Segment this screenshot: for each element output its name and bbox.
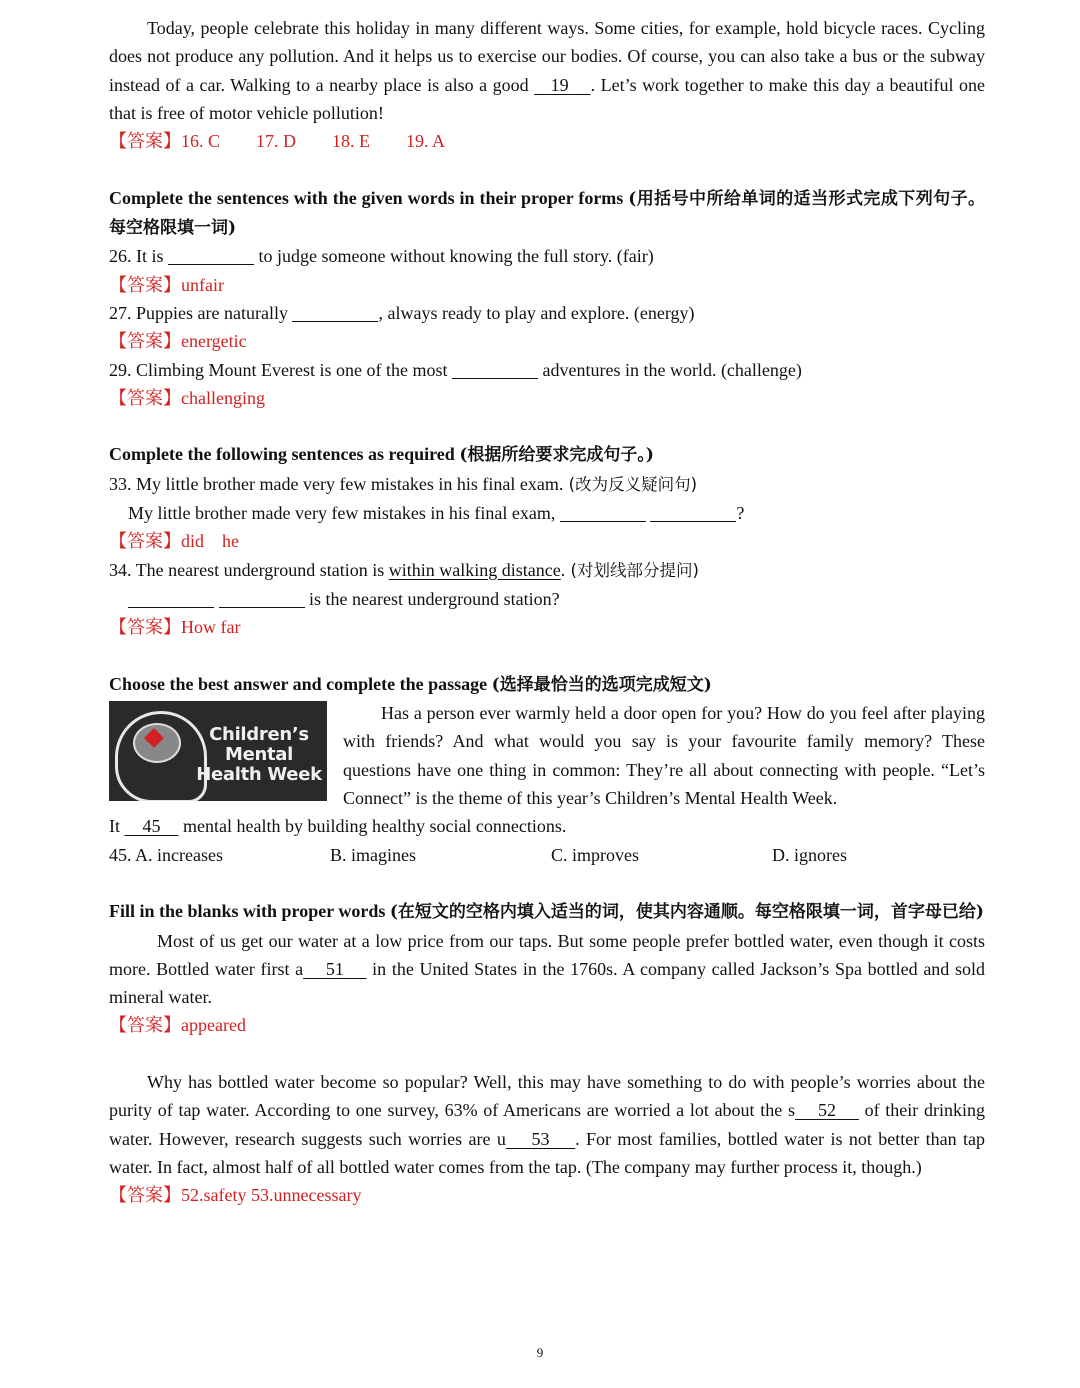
underlined-phrase: within walking distance <box>388 559 561 580</box>
choose-passage: Has a person ever warmly held a door open for you? How do you feel after playing with friends? And what would you say is your favourite family memory? These questions have one thing in common: They’re all about connecting with people. “Let’s Connect” is the theme of this year’s Children’s Mental Health Week. <box>343 703 985 809</box>
question-27: 27. Puppies are naturally , always ready to play and explore. (energy) <box>109 302 695 323</box>
choose-passage-end: It 45 mental health by building healthy social connections. <box>109 816 567 837</box>
document-page <box>109 14 985 1209</box>
answer-blank <box>292 303 378 322</box>
answer-blank <box>452 360 538 379</box>
option-b: B. imagines <box>330 844 416 865</box>
answer-52-53: 【答案】52.safety 53.unnecessary <box>109 1185 362 1206</box>
answer-blank <box>650 503 736 522</box>
option-d: D. ignores <box>772 844 847 865</box>
question-26: 26. It is to judge someone without knowing the full story. (fair) <box>109 246 654 267</box>
blank-19: 19 <box>550 74 569 95</box>
page-number: 9 <box>536 1345 544 1360</box>
logo-title: Children’s Mental Health Week <box>196 724 322 786</box>
answer-26: 【答案】unfair <box>109 274 224 295</box>
answer-blank <box>219 589 305 608</box>
blank-51: 51 <box>325 958 344 979</box>
answer-tag: 【答案】 <box>109 131 181 152</box>
answer-29: 【答案】challenging <box>109 387 265 408</box>
section-heading-required: Complete the following sentences as required (根据所给要求完成句子。) <box>109 444 654 466</box>
blank-45: 45 <box>142 816 161 837</box>
answer-27: 【答案】energetic <box>109 331 247 352</box>
section-heading-fill: Fill in the blanks with proper words (在短文的空格内填入适当的词，使其内容通顺。每空格限填一词，首字母已给) <box>109 901 984 923</box>
fill-passage-1: Most of us get our water at a low price from our taps. But some people prefer bottled water, even though it costs more. Bottled water first a 51 in the United States in the 1760s. A company called Jackson’s Spa bottled and sold mineral water. <box>109 930 985 1008</box>
section-heading-words: Complete the sentences with the given words in their proper forms (用括号中所给单词的适当形式完成下列句子。每空格限填一词) <box>109 187 986 239</box>
option-c: C. improves <box>551 844 639 865</box>
fill-passage-2: Why has bottled water become so popular? Well, this may have something to do with people’s worries about the purity of tap water. According to one survey, 63% of Americans are worried a lot about the s 52 of their drinking water. However, research suggests such worries are u 53 . For most families, bottled water is not better than tap water. In fact, almost half of all bottled water comes from the tap. (The company may further process it, though.) <box>109 1071 986 1177</box>
childrens-mental-health-week-logo <box>109 701 327 801</box>
question-34-line2: is the nearest underground station? <box>109 585 985 613</box>
answer-34: 【答案】How far <box>109 617 241 638</box>
answer-16-19: 【答案】16. C 17. D 18. E 19. A <box>109 131 446 152</box>
passage-text: . Let’s work together to make this day a beautiful one that is free of motor vehicle pollution! <box>109 74 986 123</box>
answer-blank <box>560 503 646 522</box>
question-33: 33. My little brother made very few mistakes in his final exam. (改为反义疑问句) <box>109 473 698 494</box>
passage-text: Today, people celebrate this holiday in many different ways. Some cities, for example, hold bicycle races. Cycling does not produce any pollution. And it helps us to exercise our bodies. Of course, you can also take a bus or the subway instead of a car. Walking to a nearby place is also a good <box>109 18 985 95</box>
answer-33: 【答案】did he <box>109 531 240 552</box>
options-45 <box>109 841 985 869</box>
blank-52: 52 <box>817 1100 836 1121</box>
question-34: 34. The nearest underground station is within walking distance. (对划线部分提问) <box>109 559 699 580</box>
choose-passage-block <box>109 699 985 840</box>
question-29: 29. Climbing Mount Everest is one of the most adventures in the world. (challenge) <box>109 359 802 380</box>
top-passage <box>109 14 985 127</box>
section-heading-choose: Choose the best answer and complete the passage (选择最恰当的选项完成短文) <box>109 673 712 695</box>
question-33-line2: My little brother made very few mistakes in his final exam, ? <box>128 503 745 524</box>
blank-53: 53 <box>531 1128 550 1149</box>
option-a: 45. A. increases <box>109 844 223 865</box>
answer-blank <box>168 246 254 265</box>
answer-blank <box>128 589 214 608</box>
answer-51: 【答案】appeared <box>109 1015 246 1036</box>
